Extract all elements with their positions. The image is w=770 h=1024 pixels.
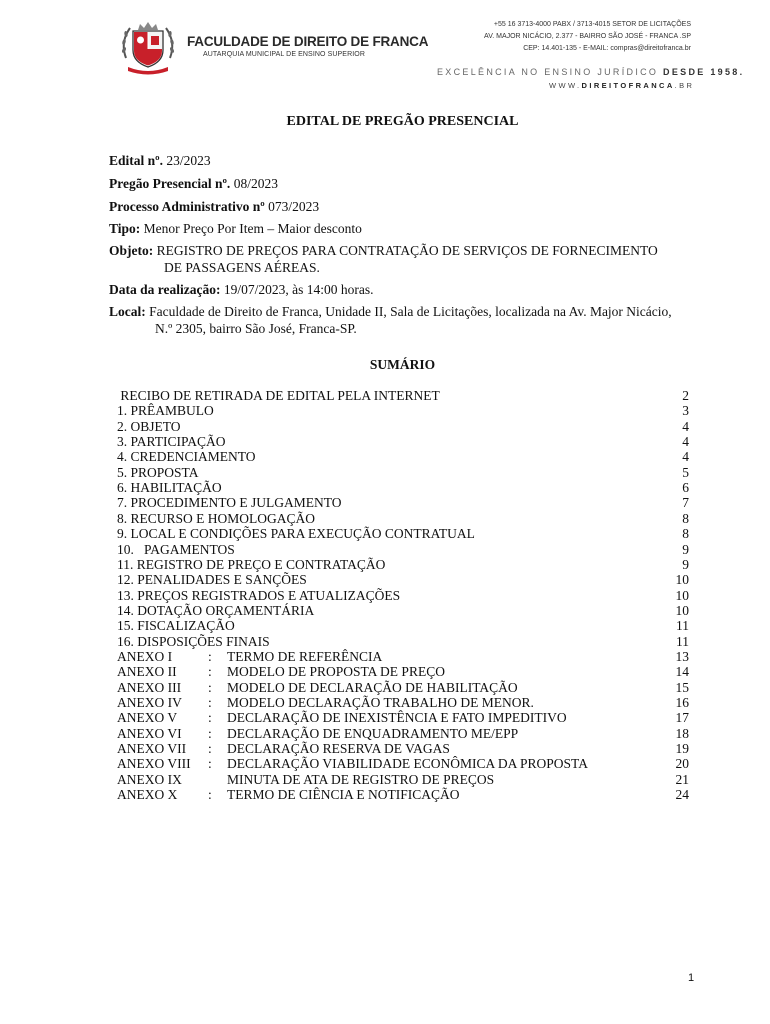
summary-item-label: 5. PROPOSTA (117, 464, 199, 480)
summary-item (117, 603, 689, 618)
edital-number: Edital nº. 23/2023 (109, 153, 211, 168)
annex-page: 17 (675, 710, 689, 726)
annex-item (117, 680, 689, 695)
annex-description: MODELO DE DECLARAÇÃO DE HABILITAÇÃO (227, 679, 518, 695)
summary-item-page: 2 (682, 388, 689, 403)
summary-item (117, 495, 689, 510)
summary-item-page: 9 (682, 556, 689, 572)
annex-item (117, 741, 689, 756)
annex-label: ANEXO II (117, 664, 177, 680)
data-realizacao-field: Data da realização: 19/07/2023, às 14:00 horas. (109, 282, 374, 297)
summary-item (117, 634, 689, 649)
tipo-field: Tipo: Menor Preço Por Item – Maior desconto (109, 221, 362, 236)
annex-item (117, 664, 689, 679)
annex-page: 24 (675, 787, 689, 803)
summary-item-label: 10. PAGAMENTOS (117, 541, 235, 557)
summary-item-page: 11 (676, 618, 689, 634)
summary-item-page: 9 (682, 541, 689, 557)
annex-item (117, 710, 689, 725)
annex-item (117, 772, 689, 787)
annex-description: DECLARAÇÃO RESERVA DE VAGAS (227, 741, 450, 757)
summary-item (117, 588, 689, 603)
summary-item-page: 4 (682, 418, 689, 434)
local-field: Local: Faculdade de Direito de Franca, Unidade II, Sala de Licitações, localizada na Av. Major Nicácio, N.º 2305, bairro São José, Franca-SP. (109, 304, 672, 336)
summary-item-page: 5 (682, 464, 689, 480)
annex-description: MODELO DE PROPOSTA DE PREÇO (227, 664, 445, 680)
annex-page: 18 (675, 725, 689, 741)
annex-description: TERMO DE REFERÊNCIA (227, 648, 383, 664)
annex-label: ANEXO X (117, 787, 178, 803)
processo-number: Processo Administrativo nº 073/2023 (109, 199, 320, 214)
annex-page: 15 (675, 679, 689, 695)
annex-page: 14 (675, 664, 689, 680)
annex-description: MODELO DECLARAÇÃO TRABALHO DE MENOR. (227, 695, 534, 710)
summary-item (117, 434, 689, 449)
summary-item (117, 557, 689, 572)
annex-description: DECLARAÇÃO DE ENQUADRAMENTO ME/EPP (227, 725, 519, 741)
summary-item (117, 403, 689, 418)
annex-colon: : (208, 695, 212, 710)
summary-item-label: 13. PREÇOS REGISTRADOS E ATUALIZAÇÕES (117, 587, 401, 603)
summary-item (117, 618, 689, 633)
summary-item-label: 1. PRÊAMBULO (117, 403, 214, 419)
institution-slogan: EXCELÊNCIA NO ENSINO JURÍDICO DESDE 1958. (437, 67, 745, 77)
summary-item-label: 14. DOTAÇÃO ORÇAMENTÁRIA (117, 602, 315, 618)
contact-email: CEP: 14.401-135 - E-MAIL: compras@direitofranca.br (523, 45, 691, 52)
summary-title: SUMÁRIO (369, 357, 436, 372)
summary-item (117, 465, 689, 480)
annex-description: TERMO DE CIÊNCIA E NOTIFICAÇÃO (227, 787, 460, 803)
annex-label: ANEXO VII (117, 741, 187, 757)
annex-colon: : (208, 664, 212, 680)
summary-item-label: 9. LOCAL E CONDIÇÕES PARA EXECUÇÃO CONTRATUAL (117, 526, 475, 542)
annex-label: ANEXO V (117, 710, 178, 726)
summary-item (117, 526, 689, 541)
summary-item (117, 449, 689, 464)
summary-item (117, 388, 689, 403)
summary-item-label: 3. PARTICIPAÇÃO (117, 434, 226, 450)
contact-address: AV. MAJOR NICÁCIO, 2.377 - BAIRRO SÃO JOSÉ - FRANCA .SP (484, 33, 691, 40)
summary-item-page: 8 (682, 510, 689, 526)
annex-page: 16 (675, 695, 689, 710)
annex-label: ANEXO VIII (117, 756, 191, 772)
annex-item (117, 695, 689, 710)
summary-item (117, 511, 689, 526)
annex-label: ANEXO IV (117, 695, 182, 710)
annex-description: DECLARAÇÃO VIABILIDADE ECONÔMICA DA PROPOSTA (227, 756, 588, 772)
annex-colon: : (208, 741, 212, 757)
annex-item (117, 756, 689, 771)
annex-item (117, 649, 689, 664)
institution-seal-icon (118, 18, 178, 76)
annex-page: 21 (675, 771, 689, 787)
summary-item-label: 8. RECURSO E HOMOLOGAÇÃO (117, 510, 316, 526)
annex-label: ANEXO III (117, 679, 182, 695)
summary-item-page: 10 (675, 587, 689, 603)
annex-description: MINUTA DE ATA DE REGISTRO DE PREÇOS (227, 771, 495, 787)
summary-item-label: RECIBO DE RETIRADA DE EDITAL PELA INTERNET (117, 388, 440, 403)
annex-colon: : (208, 679, 212, 695)
annex-label: ANEXO VI (117, 725, 182, 741)
annex-page: 19 (675, 741, 689, 757)
summary-item (117, 542, 689, 557)
summary-item-page: 10 (675, 602, 689, 618)
pregao-number: Pregão Presencial nº. 08/2023 (109, 176, 278, 191)
annex-colon: : (208, 756, 212, 772)
document-title: EDITAL DE PREGÃO PRESENCIAL (286, 114, 519, 129)
summary-item (117, 419, 689, 434)
summary-item-label: 12. PENALIDADES E SANÇÕES (117, 572, 307, 588)
annex-colon: : (208, 710, 212, 726)
summary-item (117, 572, 689, 587)
annex-item (117, 787, 689, 802)
summary-item-label: 4. CREDENCIAMENTO (117, 449, 256, 465)
annex-colon: : (208, 725, 212, 741)
page-number: 1 (688, 972, 695, 984)
summary-item-page: 4 (682, 449, 689, 465)
summary-item-page: 3 (682, 403, 689, 419)
annex-label: ANEXO I (117, 648, 173, 664)
annex-item (117, 726, 689, 741)
summary-item-label: 6. HABILITAÇÃO (117, 480, 222, 496)
summary-item-page: 8 (682, 526, 689, 542)
summary-item-page: 10 (675, 572, 689, 588)
summary-item (117, 480, 689, 495)
contact-phone: +55 16 3713-4000 PABX / 3713-4015 SETOR DE LICITAÇÕES (493, 21, 691, 28)
summary-item-page: 4 (682, 434, 689, 450)
summary-item-label: 7. PROCEDIMENTO E JULGAMENTO (117, 495, 342, 511)
institution-name: FACULDADE DE DIREITO DE FRANCA (187, 33, 429, 50)
annex-colon: : (208, 648, 212, 664)
summary-item-label: 16. DISPOSIÇÕES FINAIS (117, 633, 270, 649)
summary-item-page: 7 (682, 495, 689, 511)
summary-item-label: 2. OBJETO (117, 418, 181, 434)
objeto-field: Objeto: REGISTRO DE PREÇOS PARA CONTRATAÇÃO DE SERVIÇOS DE FORNECIMENTO DE PASSAGENS AÉREAS. (109, 243, 658, 275)
annex-description: DECLARAÇÃO DE INEXISTÊNCIA E FATO IMPEDITIVO (227, 710, 567, 726)
annex-page: 20 (675, 756, 689, 772)
annex-colon: : (208, 787, 212, 803)
institution-subtitle: AUTARQUIA MUNICIPAL DE ENSINO SUPERIOR (203, 51, 365, 58)
summary-item-label: 11. REGISTRO DE PREÇO E CONTRATAÇÃO (117, 556, 386, 572)
annex-label: ANEXO IX (117, 771, 182, 787)
summary-item-page: 11 (676, 633, 689, 649)
institution-website[interactable]: WWW.DIREITOFRANCA.BR (549, 81, 695, 90)
summary-item-label: 15. FISCALIZAÇÃO (117, 618, 235, 634)
summary-item-page: 6 (682, 480, 689, 496)
annex-page: 13 (675, 648, 689, 664)
